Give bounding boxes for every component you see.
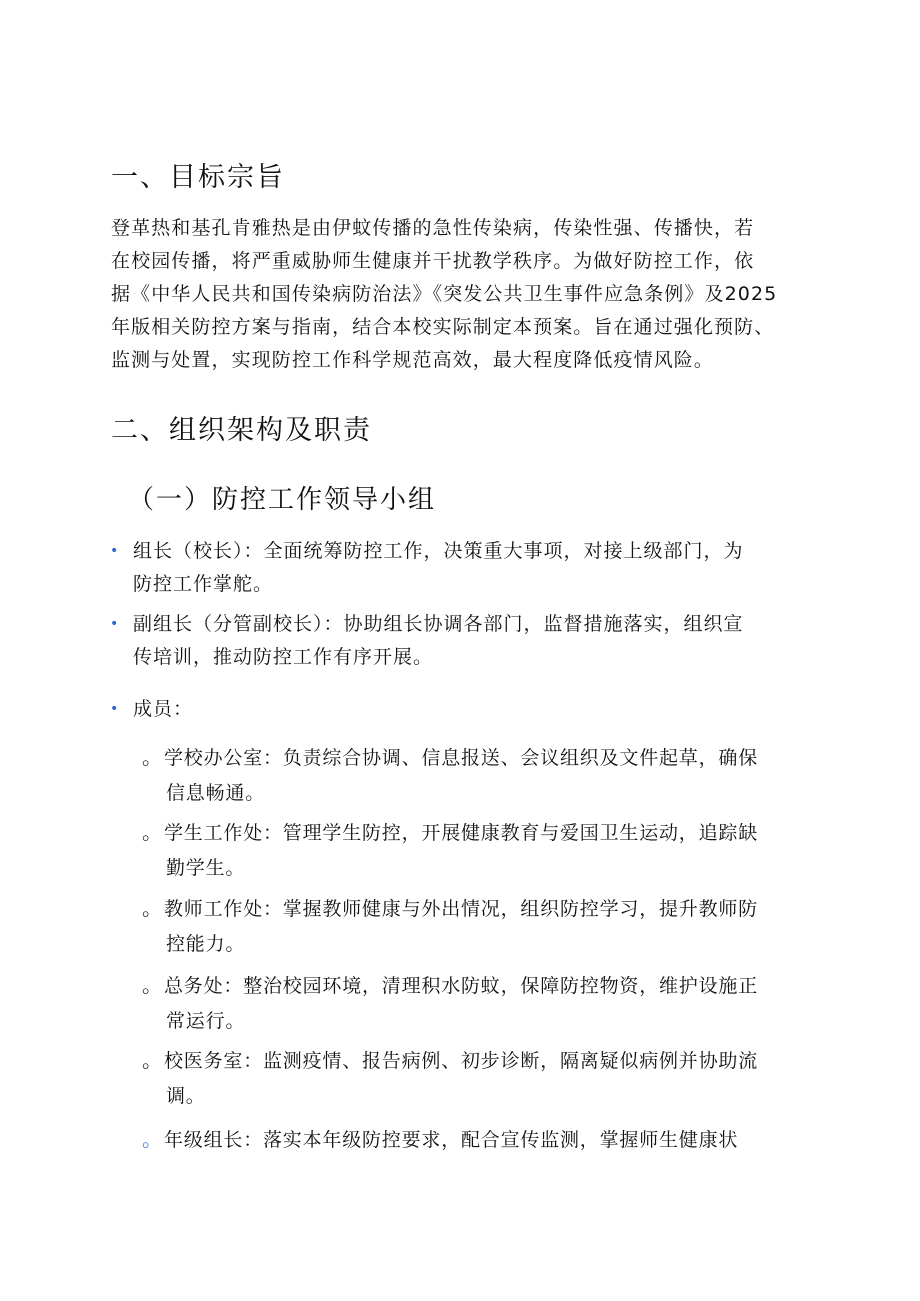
- bullet-marker: •: [110, 543, 120, 559]
- paragraph-line: 在校园传播，将严重威胁师生健康并干扰教学秩序。为做好防控工作，依: [111, 250, 755, 272]
- member-item-clinic: [142, 1043, 832, 1114]
- bullet-line: 传培训，推动防控工作有序开展。: [133, 646, 434, 668]
- paragraph-line: 据《中华人民共和国传染病防治法》《突发公共卫生事件应急条例》及2025: [111, 283, 778, 305]
- paragraph-line: 监测与处置，实现防控工作科学规范高效，最大程度降低疫情风险。: [111, 349, 715, 371]
- sub-bullet-marker: 。: [142, 896, 163, 920]
- member-item-teacher-affairs: [142, 891, 832, 962]
- bullet-line: 副组长（分管副校长）：协助组长协调各部门，监督措施落实，组织宣: [133, 613, 744, 635]
- bullet-marker: •: [110, 616, 120, 632]
- member-line: 年级组长：落实本年级防控要求，配合宣传监测，掌握师生健康状: [164, 1129, 739, 1151]
- paragraph-line: 登革热和基孔肯雅热是由伊蚊传播的急性传染病，传染性强、传播快，若: [111, 217, 755, 239]
- section-1-heading: 一、目标宗旨: [111, 162, 285, 193]
- member-line: 教师工作处：掌握教师健康与外出情况，组织防控学习，提升教师防: [164, 898, 759, 920]
- section-1-paragraph: [111, 212, 823, 377]
- sub-bullet-marker: 。: [142, 820, 163, 844]
- bullet-marker: •: [110, 701, 120, 717]
- sub-bullet-marker: 。: [142, 973, 163, 997]
- sub-bullet-marker: 。: [142, 1127, 163, 1151]
- bullet-item-deputy-leader: [110, 608, 823, 674]
- sub-bullet-marker: 。: [142, 1048, 163, 1072]
- member-item-school-office: [142, 740, 832, 811]
- subsection-1-heading: （一）防控工作领导小组: [128, 485, 437, 515]
- member-item-student-affairs: [142, 815, 832, 886]
- member-line: 信息畅通。: [166, 782, 266, 804]
- member-line: 学校办公室：负责综合协调、信息报送、会议组织及文件起草，确保: [164, 747, 759, 769]
- member-line: 校医务室：监测疫情、报告病例、初步诊断，隔离疑似病例并协助流: [164, 1050, 759, 1072]
- member-line: 常运行。: [166, 1010, 246, 1032]
- member-line: 控能力。: [166, 933, 246, 955]
- bullet-line: 成员：: [133, 698, 194, 720]
- sub-bullet-marker: 。: [142, 745, 163, 769]
- paragraph-line: 年版相关防控方案与指南，结合本校实际制定本预案。旨在通过强化预防、: [111, 316, 775, 338]
- bullet-item-members: [110, 693, 823, 726]
- bullet-line: 防控工作掌舵。: [133, 573, 274, 595]
- member-line: 勤学生。: [166, 857, 246, 879]
- member-line: 总务处：整治校园环境，清理积水防蚊，保障防控物资，维护设施正: [164, 975, 759, 997]
- member-item-grade-leader: [142, 1122, 832, 1158]
- member-item-general-affairs: [142, 968, 832, 1039]
- member-line: 调。: [166, 1085, 206, 1107]
- bullet-item-leader: [110, 535, 823, 601]
- member-line: 学生工作处：管理学生防控，开展健康教育与爱国卫生运动，追踪缺: [164, 822, 759, 844]
- bullet-line: 组长（校长）：全面统筹防控工作，决策重大事项，对接上级部门，为: [133, 540, 744, 562]
- section-2-heading: 二、组织架构及职责: [111, 415, 372, 446]
